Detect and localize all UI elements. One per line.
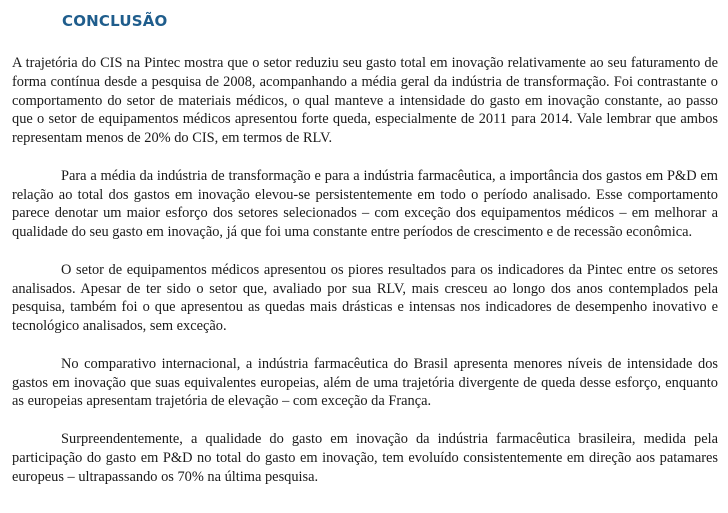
body-text xyxy=(12,54,718,486)
section-heading: CONCLUSÃO xyxy=(62,12,168,30)
paragraph-5: Surpreendentemente, a qualidade do gasto em inovação da indústria farmacêutica brasileira, medida pela participação do gasto em P&D no total do gasto em inovação, tem evoluído consistentemente em direção aos patamares europeus – ultrapassando os 70% na última pesquisa. xyxy=(12,430,718,485)
paragraph-4: No comparativo internacional, a indústria farmacêutica do Brasil apresenta menores níveis de intensidade dos gastos em inovação que suas equivalentes europeias, além de uma trajetória divergente de queda desse esforço, enquanto as europeias apresentam trajetória de elevação – com exceção da França. xyxy=(12,355,718,410)
paragraph-2: Para a média da indústria de transformação e para a indústria farmacêutica, a importância dos gastos em P&D em relação ao total dos gastos em inovação elevou-se persistentemente em todo o período analisado. Esse comportamento parece denotar um maior esforço dos setores selecionados – com exceção dos equipamentos médicos – em melhorar a qualidade do seu gasto em inovação, já que foi uma constante entre períodos de crescimento e de recessão econômica. xyxy=(12,167,718,241)
paragraph-3: O setor de equipamentos médicos apresentou os piores resultados para os indicadores da Pintec entre os setores analisados. Apesar de ter sido o setor que, avaliado por sua RLV, mais cresceu ao longo dos anos contemplados pela pesquisa, também foi o que apresentou as quedas mais drásticas e intensas nos indicadores de desempenho inovativo e tecnológico analisados, sem exceção. xyxy=(12,261,718,335)
paragraph-1: A trajetória do CIS na Pintec mostra que o setor reduziu seu gasto total em inovação relativamente ao seu faturamento de forma contínua desde a pesquisa de 2008, acompanhando a média geral da indústria de transformação. Foi contrastante o comportamento do setor de materiais médicos, o qual manteve a intensidade do gasto em inovação constante, ao passo que o setor de equipamentos médicos apresentou forte queda, especialmente de 2011 para 2014. Vale lembrar que ambos representam menos de 20% do CIS, em termos de RLV. xyxy=(12,55,718,147)
